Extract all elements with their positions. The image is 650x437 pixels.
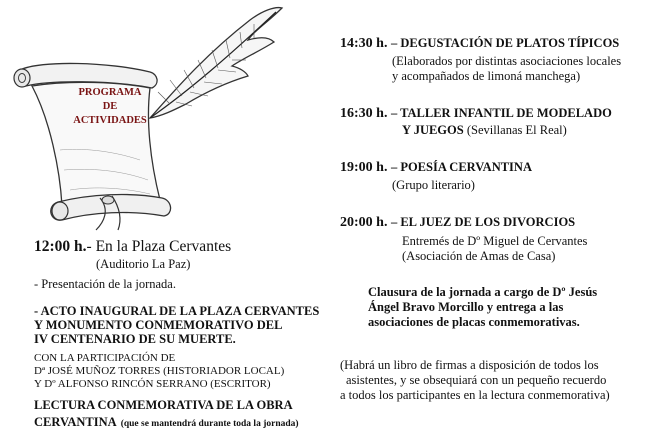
quill-and-scroll-icon	[0, 0, 330, 232]
event-1200-venue: (Auditorio La Paz)	[96, 257, 191, 271]
event-1200-time: 12:00 h.	[34, 238, 87, 255]
event-1630-heading	[340, 106, 612, 122]
reading-note: (que se mantendrá durante toda la jornada)	[120, 419, 299, 429]
event-1900-detail: (Grupo literario)	[392, 178, 475, 192]
event-1200-title: - En la Plaza Cervantes	[86, 238, 232, 255]
program-emblem	[0, 0, 330, 232]
closing-line1: Clausura de la jornada a cargo de Dº Jesús	[368, 285, 598, 299]
reading-line2	[34, 413, 299, 431]
reading-line1: LECTURA CONMEMORATIVA DE LA OBRA	[34, 398, 293, 412]
emblem-title-line1: PROGRAMA	[78, 87, 142, 98]
event-2000-detail2: (Asociación de Amas de Casa)	[402, 249, 556, 263]
event-1200-heading	[34, 238, 231, 256]
inaugural-act-line2: Y MONUMENTO CONMEMORATIVO DEL	[34, 318, 283, 332]
event-1900-heading	[340, 160, 532, 176]
event-1630-line2	[402, 123, 567, 138]
note-line3: a todos los participantes en la lectura conmemorativa)	[340, 388, 610, 402]
inaugural-act-line1: - ACTO INAUGURAL DE LA PLAZA CERVANTES	[34, 304, 320, 318]
event-1630-title2: Y JUEGOS	[402, 123, 464, 137]
participation-line2: Dª JOSÉ MUÑOZ TORRES (HISTORIADOR LOCAL)	[34, 365, 285, 377]
event-1630-detail: (Sevillanas El Real)	[466, 123, 567, 137]
emblem-title-line2: DE	[102, 101, 118, 112]
event-1900-title: – POESÍA CERVANTINA	[390, 160, 532, 174]
event-2000-time: 20:00 h.	[340, 215, 388, 230]
event-1900-time: 19:00 h.	[340, 160, 388, 175]
event-1430-title: – DEGUSTACIÓN DE PLATOS TÍPICOS	[390, 36, 620, 50]
event-1430-heading	[340, 36, 619, 52]
event-1430-detail2: y acompañados de limoná manchega)	[392, 69, 581, 83]
note-line1: (Habrá un libro de firmas a disposición de todos los	[340, 358, 599, 372]
emblem-title	[60, 86, 160, 128]
reading-work: CERVANTINA	[34, 415, 117, 429]
participation-line1: CON LA PARTICIPACIÓN DE	[34, 352, 176, 364]
event-1630-title: – TALLER INFANTIL DE MODELADO	[390, 106, 612, 120]
participation-line3: Y Dº ALFONSO RINCÓN SERRANO (ESCRITOR)	[34, 378, 271, 390]
closing-line2: Ángel Bravo Morcillo y entrega a las	[368, 300, 564, 314]
event-2000-title: – EL JUEZ DE LOS DIVORCIOS	[390, 215, 576, 229]
event-1630-time: 16:30 h.	[340, 106, 388, 121]
inaugural-act-line3: IV CENTENARIO DE SU MUERTE.	[34, 332, 236, 346]
emblem-title-line3: ACTIVIDADES	[73, 115, 147, 126]
event-1430-detail1: (Elaborados por distintas asociaciones locales	[392, 54, 622, 68]
closing-line3: asociaciones de placas conmemorativas.	[368, 315, 580, 329]
note-line2: asistentes, y se obsequiará con un pequeño recuerdo	[346, 373, 607, 387]
presentation-item: - Presentación de la jornada.	[34, 277, 176, 291]
event-2000-detail1: Entremés de Dº Miguel de Cervantes	[402, 234, 588, 248]
event-1430-time: 14:30 h.	[340, 36, 388, 51]
event-2000-heading	[340, 215, 575, 231]
